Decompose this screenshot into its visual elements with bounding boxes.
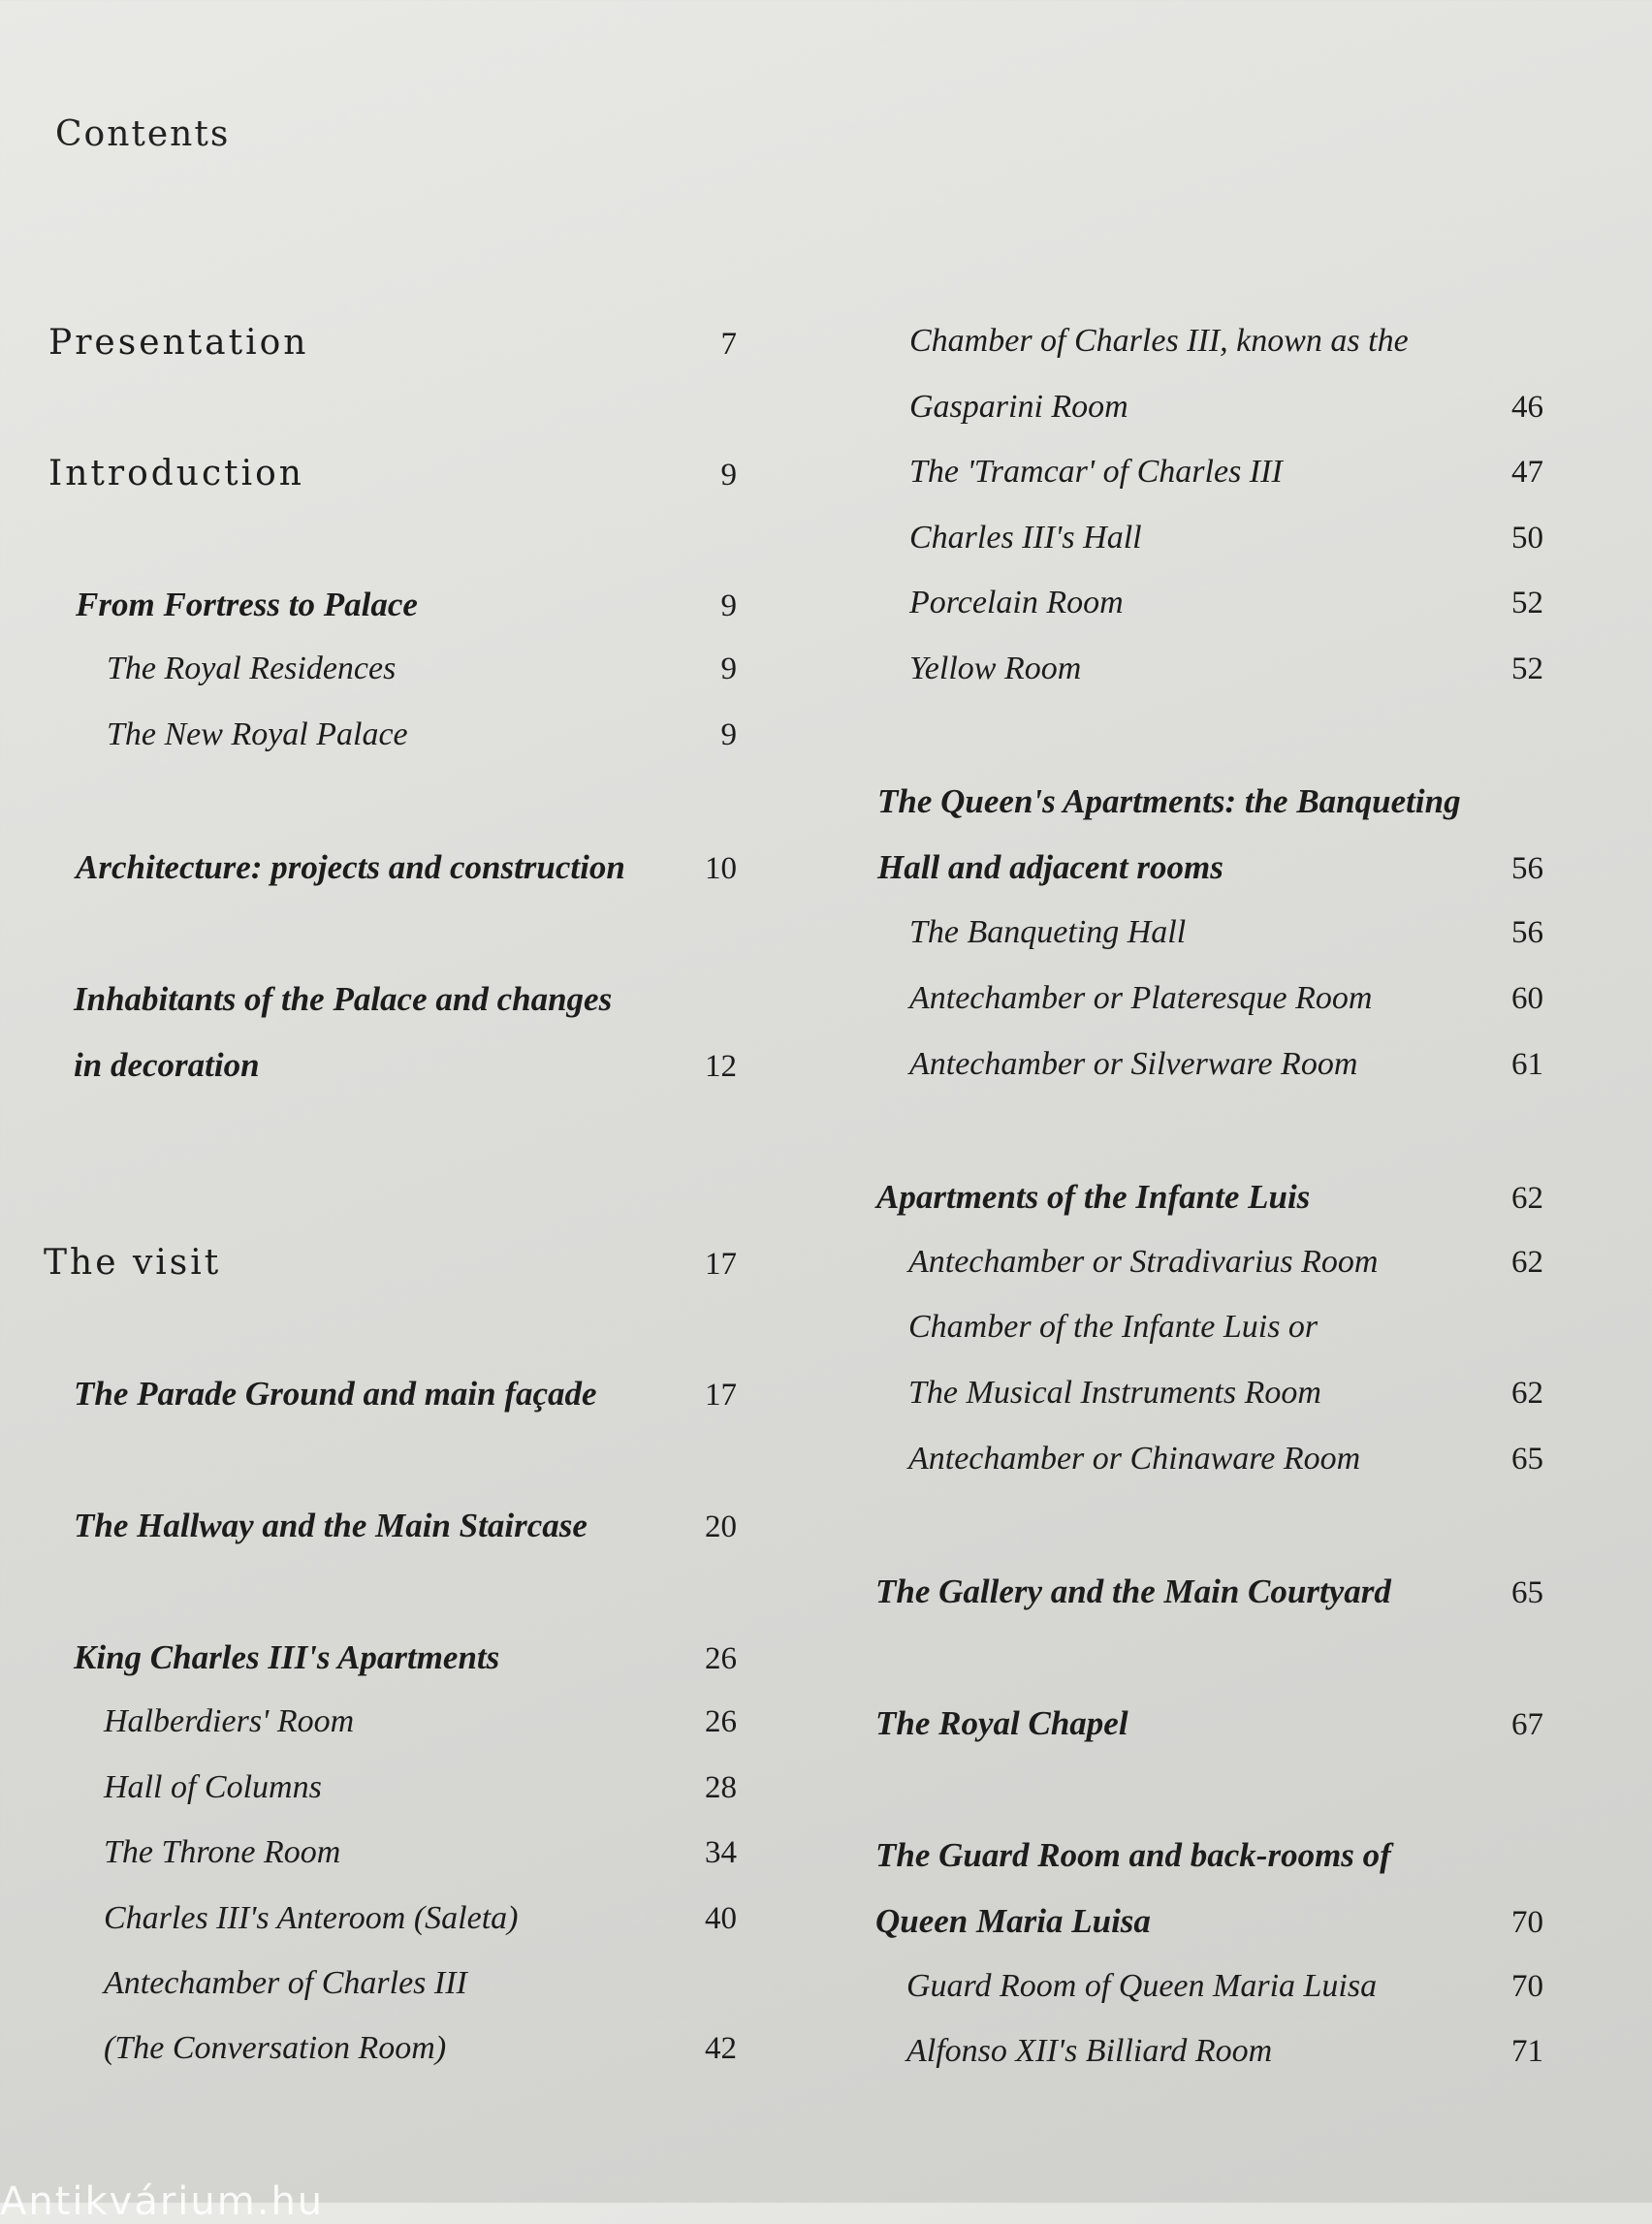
toc-entry bbox=[44, 1243, 737, 1283]
toc-entry-title: Antechamber or Silverware Room bbox=[909, 1046, 1358, 1082]
toc-entry-title: The Royal Residences bbox=[107, 651, 397, 686]
toc-entry-page: 40 bbox=[705, 1901, 737, 1936]
toc-entry-page: 46 bbox=[1511, 390, 1543, 425]
toc-entry-title: Hall and adjacent rooms bbox=[877, 848, 1223, 886]
toc-entry-title: The Queen's Apartments: the Banqueting bbox=[877, 782, 1461, 820]
toc-entry-page: 12 bbox=[705, 1049, 737, 1084]
toc-entry-page: 9 bbox=[720, 717, 737, 752]
toc-entry bbox=[48, 323, 737, 363]
toc-entry-page: 9 bbox=[720, 588, 737, 623]
toc-entry bbox=[104, 1900, 737, 1937]
toc-entry-title: Introduction bbox=[48, 454, 304, 493]
toc-entry-title: in decoration bbox=[74, 1046, 260, 1084]
toc-entry-page: 50 bbox=[1511, 521, 1543, 556]
toc-entry bbox=[908, 1375, 1543, 1412]
toc-entry bbox=[909, 323, 1543, 360]
toc-entry bbox=[875, 1573, 1543, 1611]
toc-entry-page: 17 bbox=[705, 1378, 737, 1413]
toc-entry bbox=[104, 1703, 737, 1740]
toc-entry-title: (The Conversation Room) bbox=[104, 2030, 447, 2066]
toc-entry-page: 70 bbox=[1511, 1969, 1543, 2004]
toc-entry bbox=[876, 1178, 1543, 1217]
toc-entry bbox=[74, 1638, 737, 1677]
toc-entry-page: 26 bbox=[705, 1641, 737, 1676]
toc-entry-title: Chamber of Charles III, known as the bbox=[909, 323, 1409, 359]
toc-entry-page: 7 bbox=[720, 327, 737, 362]
toc-entry-page: 62 bbox=[1511, 1181, 1543, 1216]
toc-entry bbox=[104, 1965, 737, 2002]
toc-entry bbox=[104, 2030, 737, 2067]
toc-entry-title: Chamber of the Infante Luis or bbox=[908, 1309, 1318, 1345]
toc-entry-page: 9 bbox=[720, 458, 737, 492]
toc-entry-title: The Royal Chapel bbox=[875, 1704, 1128, 1742]
toc-entry-page: 65 bbox=[1511, 1575, 1543, 1610]
toc-entry bbox=[909, 980, 1543, 1017]
watermark: Antikvárium.hu bbox=[0, 2179, 325, 2224]
toc-entry bbox=[74, 1375, 737, 1414]
toc-entry-title: The Parade Ground and main façade bbox=[74, 1375, 597, 1413]
toc-entry-page: 60 bbox=[1511, 981, 1543, 1016]
toc-entry bbox=[74, 980, 737, 1019]
toc-entry bbox=[875, 1704, 1543, 1743]
toc-entry-title: The New Royal Palace bbox=[107, 716, 408, 752]
toc-entry-title: The Musical Instruments Room bbox=[908, 1375, 1321, 1411]
toc-entry bbox=[909, 585, 1543, 621]
toc-entry-title: Halberdiers' Room bbox=[104, 1703, 355, 1739]
toc-entry bbox=[875, 1902, 1543, 1941]
toc-entry-title: Yellow Room bbox=[909, 651, 1082, 686]
toc-entry-title: Alfonso XII's Billiard Room bbox=[906, 2033, 1273, 2069]
toc-entry-title: Inhabitants of the Palace and changes bbox=[74, 980, 613, 1018]
toc-entry bbox=[909, 914, 1543, 951]
toc-entry-page: 34 bbox=[705, 1835, 737, 1870]
toc-entry-title: Gasparini Room bbox=[909, 389, 1128, 425]
toc-entry-title: The visit bbox=[44, 1243, 222, 1283]
toc-entry-page: 52 bbox=[1511, 651, 1543, 686]
toc-entry-title: The Hallway and the Main Staircase bbox=[74, 1507, 588, 1544]
toc-entry-page: 9 bbox=[720, 651, 737, 686]
toc-entry bbox=[909, 651, 1543, 687]
toc-entry bbox=[76, 586, 737, 624]
toc-entry bbox=[909, 454, 1543, 491]
toc-entry bbox=[908, 1441, 1543, 1477]
toc-entry-title: Architecture: projects and construction bbox=[76, 848, 625, 886]
toc-entry bbox=[877, 782, 1543, 821]
toc-entry-page: 17 bbox=[705, 1247, 737, 1282]
toc-entry bbox=[875, 1836, 1543, 1875]
toc-entry-page: 56 bbox=[1511, 851, 1543, 886]
toc-entry-title: Presentation bbox=[48, 323, 309, 363]
toc-entry bbox=[908, 1309, 1543, 1346]
toc-entry-title: From Fortress to Palace bbox=[76, 586, 418, 623]
toc-entry-title: The 'Tramcar' of Charles III bbox=[909, 454, 1283, 490]
toc-entry-page: 47 bbox=[1511, 455, 1543, 490]
toc-entry-title: The Guard Room and back-rooms of bbox=[875, 1836, 1391, 1874]
toc-entry-page: 42 bbox=[705, 2031, 737, 2066]
toc-entry-title: Queen Maria Luisa bbox=[875, 1902, 1151, 1940]
toc-entry-title: Apartments of the Infante Luis bbox=[876, 1178, 1311, 1216]
toc-entry-title: King Charles III's Apartments bbox=[74, 1638, 500, 1676]
toc-entry-page: 20 bbox=[705, 1509, 737, 1544]
toc-entry-page: 62 bbox=[1511, 1245, 1543, 1280]
toc-entry bbox=[909, 389, 1543, 426]
toc-entry bbox=[76, 848, 737, 887]
toc-entry-page: 65 bbox=[1511, 1442, 1543, 1477]
toc-entry-title: Charles III's Anteroom (Saleta) bbox=[104, 1900, 519, 1936]
toc-entry-page: 67 bbox=[1511, 1707, 1543, 1742]
toc-entry bbox=[107, 651, 737, 687]
toc-entry-title: The Banqueting Hall bbox=[909, 914, 1187, 950]
toc-entry bbox=[906, 1968, 1543, 2005]
toc-entry-title: Hall of Columns bbox=[104, 1769, 322, 1805]
toc-entry-title: Charles III's Hall bbox=[909, 520, 1142, 556]
toc-entry-page: 62 bbox=[1511, 1376, 1543, 1411]
toc-entry-page: 52 bbox=[1511, 586, 1543, 620]
toc-entry bbox=[909, 1046, 1543, 1083]
toc-entry-title: Antechamber or Chinaware Room bbox=[908, 1441, 1361, 1477]
toc-entry-page: 70 bbox=[1511, 1905, 1543, 1940]
toc-entry-title: The Throne Room bbox=[104, 1834, 341, 1870]
toc-entry-title: Antechamber of Charles III bbox=[104, 1965, 467, 2001]
toc-entry bbox=[107, 716, 737, 753]
toc-entry bbox=[877, 848, 1543, 887]
toc-entry-page: 28 bbox=[705, 1770, 737, 1805]
toc-entry-title: Antechamber or Plateresque Room bbox=[909, 980, 1373, 1016]
toc-entry-title: Porcelain Room bbox=[909, 585, 1124, 620]
toc-entry bbox=[104, 1834, 737, 1871]
toc-entry bbox=[906, 2033, 1543, 2070]
toc-entry-title: Antechamber or Stradivarius Room bbox=[908, 1244, 1379, 1280]
toc-entry bbox=[74, 1046, 737, 1085]
toc-entry-page: 26 bbox=[705, 1704, 737, 1739]
toc-entry-page: 10 bbox=[705, 851, 737, 886]
toc-entry-page: 61 bbox=[1511, 1047, 1543, 1082]
toc-entry-page: 71 bbox=[1511, 2034, 1543, 2069]
toc-entry-title: Guard Room of Queen Maria Luisa bbox=[906, 1968, 1378, 2004]
toc-entry bbox=[104, 1769, 737, 1806]
toc-entry bbox=[48, 454, 737, 493]
toc-entry-title: The Gallery and the Main Courtyard bbox=[875, 1573, 1391, 1610]
toc-entry bbox=[74, 1507, 737, 1545]
toc-entry bbox=[908, 1244, 1543, 1281]
page-title: Contents bbox=[55, 114, 231, 154]
toc-entry-page: 56 bbox=[1511, 915, 1543, 950]
toc-entry bbox=[909, 520, 1543, 556]
